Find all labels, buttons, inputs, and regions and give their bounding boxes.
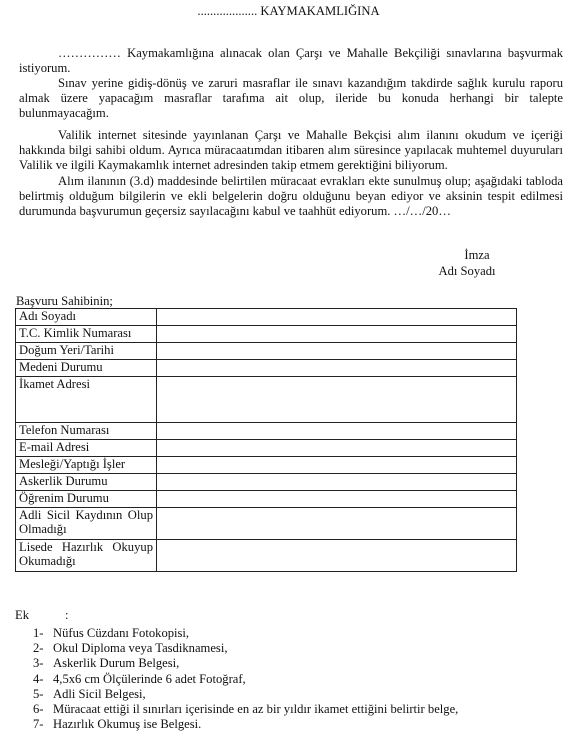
table-row <box>16 309 517 326</box>
value-cell-marital[interactable] <box>157 360 517 377</box>
table-row <box>16 491 517 508</box>
value-cell-name[interactable] <box>157 309 517 326</box>
list-item <box>33 717 458 732</box>
value-cell-address[interactable] <box>157 377 517 423</box>
value-cell-criminal-record[interactable] <box>157 508 517 540</box>
item-number: 2- <box>33 641 44 656</box>
item-number: 5- <box>33 686 44 701</box>
table-row <box>16 326 517 343</box>
list-item <box>33 626 458 641</box>
item-number: 7- <box>33 717 44 732</box>
list-item <box>33 641 458 656</box>
attachments-list <box>33 626 458 732</box>
paragraph-declaration: Alım ilanının (3.d) maddesinde belirtilen müracaat evrakları ekte sunulmuş olup; aşağıdaki tabloda belirtmiş olduğum bilgilerin ve ekli belgelerin doğru olduğunu beyan ediyor ve aksinin tespit edilmesi durumunda başvurumun geçersiz sayılacağını kabul ve taahhüt ediyorum. …/…/20… <box>19 174 563 218</box>
row-label-tc-id: T.C. Kimlik Numarası <box>16 326 157 343</box>
item-number: 6- <box>33 702 44 717</box>
table-row <box>16 540 517 572</box>
item-text: Hazırlık Okumuş ise Belgesi. <box>53 717 202 732</box>
value-cell-tc-id[interactable] <box>157 326 517 343</box>
item-number: 4- <box>33 671 44 686</box>
paragraph-expenses: Sınav yerine gidiş-dönüş ve zaruri masraflar ile sınavı kazandığım takdirde sağlık kurulu raporu almak üzere yapacağım masraflar tarafıma ait olup, ileride bu konuda herhangi bir talepte bulunmayacağım. <box>19 76 563 120</box>
applicant-info-table <box>15 308 517 572</box>
list-item <box>33 702 458 717</box>
row-label-prep-school: Lisede Hazırlık Okuyup Okumadığı <box>16 540 157 572</box>
item-text: Müracaat ettiği il sınırları içerisinde en az bir yıldır ikamet ettiğini belirtir belge, <box>53 702 459 717</box>
row-label-profession: Mesleği/Yaptığı İşler <box>16 457 157 474</box>
row-label-criminal-record: Adli Sicil Kaydının Olup Olmadığı <box>16 508 157 540</box>
item-text: Askerlik Durum Belgesi, <box>53 656 180 671</box>
row-label-name: Adı Soyadı <box>16 309 157 326</box>
row-label-phone: Telefon Numarası <box>16 423 157 440</box>
value-cell-birth[interactable] <box>157 343 517 360</box>
attachments-colon: : <box>65 608 69 622</box>
value-cell-profession[interactable] <box>157 457 517 474</box>
item-text: Adli Sicil Belgesi, <box>53 686 146 701</box>
applicant-heading: Başvuru Sahibinin; <box>16 294 113 308</box>
value-cell-prep-school[interactable] <box>157 540 517 572</box>
value-cell-education[interactable] <box>157 491 517 508</box>
row-label-birth: Doğum Yeri/Tarihi <box>16 343 157 360</box>
table-row <box>16 343 517 360</box>
paragraph-announcement: Valilik internet sitesinde yayınlanan Çarşı ve Mahalle Bekçisi alım ilanını okudum ve içeriği hakkında bilgi sahibi oldum. Ayrıca müracaatımdan itibaren alım süresince yapılacak muhtemel duyuruları Valilik ve ilgili Kaymakamlık internet adresinden takip etmem gerektiğini biliyorum. <box>19 128 563 172</box>
row-label-address: İkamet Adresi <box>16 377 157 423</box>
value-cell-phone[interactable] <box>157 423 517 440</box>
item-number: 1- <box>33 626 44 640</box>
list-item <box>33 687 458 702</box>
list-item <box>33 656 458 671</box>
attachments-label: Ek <box>15 608 29 622</box>
item-text: Nüfus Cüzdanı Fotokopisi, <box>53 626 190 640</box>
value-cell-military[interactable] <box>157 474 517 491</box>
table-row <box>16 474 517 491</box>
paragraph-application: …………… Kaymakamlığına alınacak olan Çarşı ve Mahalle Bekçiliği sınavlarına başvurmak istiyorum. <box>19 46 563 75</box>
table-row <box>16 457 517 474</box>
document-title: ................... KAYMAKAMLIĞINA <box>197 4 380 18</box>
signature-label: İmza <box>464 248 490 262</box>
table-row <box>16 508 517 540</box>
value-cell-email[interactable] <box>157 440 517 457</box>
table-row <box>16 360 517 377</box>
item-text: 4,5x6 cm Ölçülerinde 6 adet Fotoğraf, <box>53 671 246 686</box>
list-item <box>33 672 458 687</box>
row-label-education: Öğrenim Durumu <box>16 491 157 508</box>
row-label-marital: Medeni Durumu <box>16 360 157 377</box>
row-label-military: Askerlik Durumu <box>16 474 157 491</box>
name-surname-label: Adı Soyadı <box>438 264 496 278</box>
table-row <box>16 377 517 423</box>
row-label-email: E-mail Adresi <box>16 440 157 457</box>
table-row <box>16 440 517 457</box>
item-text: Okul Diploma veya Tasdiknamesi, <box>53 641 228 656</box>
item-number: 3- <box>33 656 44 671</box>
table-row <box>16 423 517 440</box>
